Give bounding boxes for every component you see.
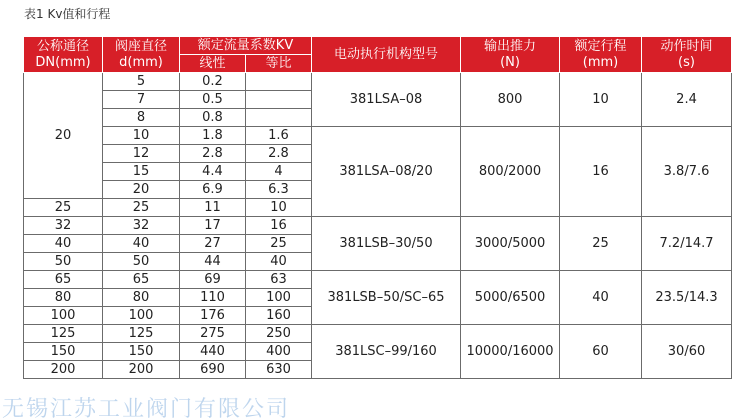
cell-kv-equal: 4: [246, 163, 312, 181]
cell-stroke: 25: [560, 217, 642, 271]
cell-stroke: 10: [560, 73, 642, 127]
header-thrust: 输出推力 (N): [461, 37, 560, 73]
cell-kv-linear: 27: [180, 235, 246, 253]
cell-thrust: 800: [461, 73, 560, 127]
cell-kv-equal: 400: [246, 343, 312, 361]
cell-kv-linear: 0.8: [180, 109, 246, 127]
cell-time: 2.4: [642, 73, 732, 127]
header-seat-diameter: 阀座直径 d(mm): [103, 37, 180, 73]
cell-d: 7: [103, 91, 180, 109]
table-row: [24, 325, 732, 343]
cell-d: 20: [103, 181, 180, 199]
cell-stroke: 16: [560, 127, 642, 217]
cell-dn: 125: [24, 325, 103, 343]
cell-kv-equal: [246, 73, 312, 91]
cell-dn: 100: [24, 307, 103, 325]
cell-kv-linear: 690: [180, 361, 246, 379]
cell-d: 15: [103, 163, 180, 181]
cell-d: 80: [103, 289, 180, 307]
cell-thrust: 3000/5000: [461, 217, 560, 271]
cell-kv-linear: 275: [180, 325, 246, 343]
header-action-time: 动作时间 (s): [642, 37, 732, 73]
cell-dn: 65: [24, 271, 103, 289]
cell-thrust: 5000/6500: [461, 271, 560, 325]
table-row: [24, 217, 732, 235]
header-dn: 公称通径 DN(mm): [24, 37, 103, 73]
cell-kv-linear: 44: [180, 253, 246, 271]
cell-d: 8: [103, 109, 180, 127]
cell-model: 381LSA–08/20: [312, 127, 461, 217]
table-row: [24, 271, 732, 289]
cell-thrust: 800/2000: [461, 127, 560, 217]
cell-time: 23.5/14.3: [642, 271, 732, 325]
cell-d: 10: [103, 127, 180, 145]
cell-dn: 200: [24, 361, 103, 379]
cell-stroke: 40: [560, 271, 642, 325]
cell-kv-linear: 0.5: [180, 91, 246, 109]
cell-kv-equal: 250: [246, 325, 312, 343]
cell-time: 30/60: [642, 325, 732, 379]
cell-stroke: 60: [560, 325, 642, 379]
cell-d: 40: [103, 235, 180, 253]
cell-kv-equal: [246, 91, 312, 109]
cell-d: 200: [103, 361, 180, 379]
cell-kv-equal: [246, 109, 312, 127]
kv-stroke-table: [23, 36, 732, 379]
cell-kv-linear: 110: [180, 289, 246, 307]
cell-dn: 20: [24, 73, 103, 199]
cell-kv-linear: 69: [180, 271, 246, 289]
cell-kv-equal: 100: [246, 289, 312, 307]
cell-model: 381LSB–30/50: [312, 217, 461, 271]
watermark: [0, 397, 750, 420]
cell-model: 381LSC–99/160: [312, 325, 461, 379]
header-stroke: 额定行程 (mm): [560, 37, 642, 73]
header-kv: 额定流量系数KV: [180, 37, 312, 55]
cell-dn: 50: [24, 253, 103, 271]
cell-kv-equal: 2.8: [246, 145, 312, 163]
cell-kv-linear: 4.4: [180, 163, 246, 181]
cell-kv-equal: 160: [246, 307, 312, 325]
cell-kv-linear: 2.8: [180, 145, 246, 163]
cell-time: 3.8/7.6: [642, 127, 732, 217]
cell-model: 381LSB–50/SC–65: [312, 271, 461, 325]
table-row: [24, 73, 732, 91]
cell-thrust: 10000/16000: [461, 325, 560, 379]
cell-d: 5: [103, 73, 180, 91]
table-caption: 表1 Kv值和行程: [24, 7, 111, 21]
header-actuator-model: 电动执行机构型号: [312, 37, 461, 73]
cell-kv-equal: 10: [246, 199, 312, 217]
cell-kv-equal: 16: [246, 217, 312, 235]
cell-kv-linear: 17: [180, 217, 246, 235]
cell-d: 12: [103, 145, 180, 163]
cell-dn: 80: [24, 289, 103, 307]
header-kv-linear: 线性: [180, 55, 246, 73]
cell-d: 65: [103, 271, 180, 289]
cell-d: 50: [103, 253, 180, 271]
cell-d: 100: [103, 307, 180, 325]
cell-kv-equal: 25: [246, 235, 312, 253]
cell-kv-equal: 630: [246, 361, 312, 379]
cell-d: 125: [103, 325, 180, 343]
cell-kv-linear: 0.2: [180, 73, 246, 91]
table-row: [24, 127, 732, 145]
cell-model: 381LSA–08: [312, 73, 461, 127]
cell-kv-equal: 6.3: [246, 181, 312, 199]
cell-d: 25: [103, 199, 180, 217]
cell-dn: 40: [24, 235, 103, 253]
cell-time: 7.2/14.7: [642, 217, 732, 271]
cell-kv-equal: 1.6: [246, 127, 312, 145]
cell-dn: 150: [24, 343, 103, 361]
header-kv-equal: 等比: [246, 55, 312, 73]
cell-kv-linear: 176: [180, 307, 246, 325]
cell-kv-linear: 440: [180, 343, 246, 361]
cell-dn: 25: [24, 199, 103, 217]
cell-kv-equal: 63: [246, 271, 312, 289]
cell-kv-equal: 40: [246, 253, 312, 271]
watermark-text: 无锡江苏工业阀门有限公司: [2, 397, 291, 420]
cell-kv-linear: 11: [180, 199, 246, 217]
cell-d: 32: [103, 217, 180, 235]
cell-kv-linear: 6.9: [180, 181, 246, 199]
cell-kv-linear: 1.8: [180, 127, 246, 145]
cell-d: 150: [103, 343, 180, 361]
cell-dn: 32: [24, 217, 103, 235]
